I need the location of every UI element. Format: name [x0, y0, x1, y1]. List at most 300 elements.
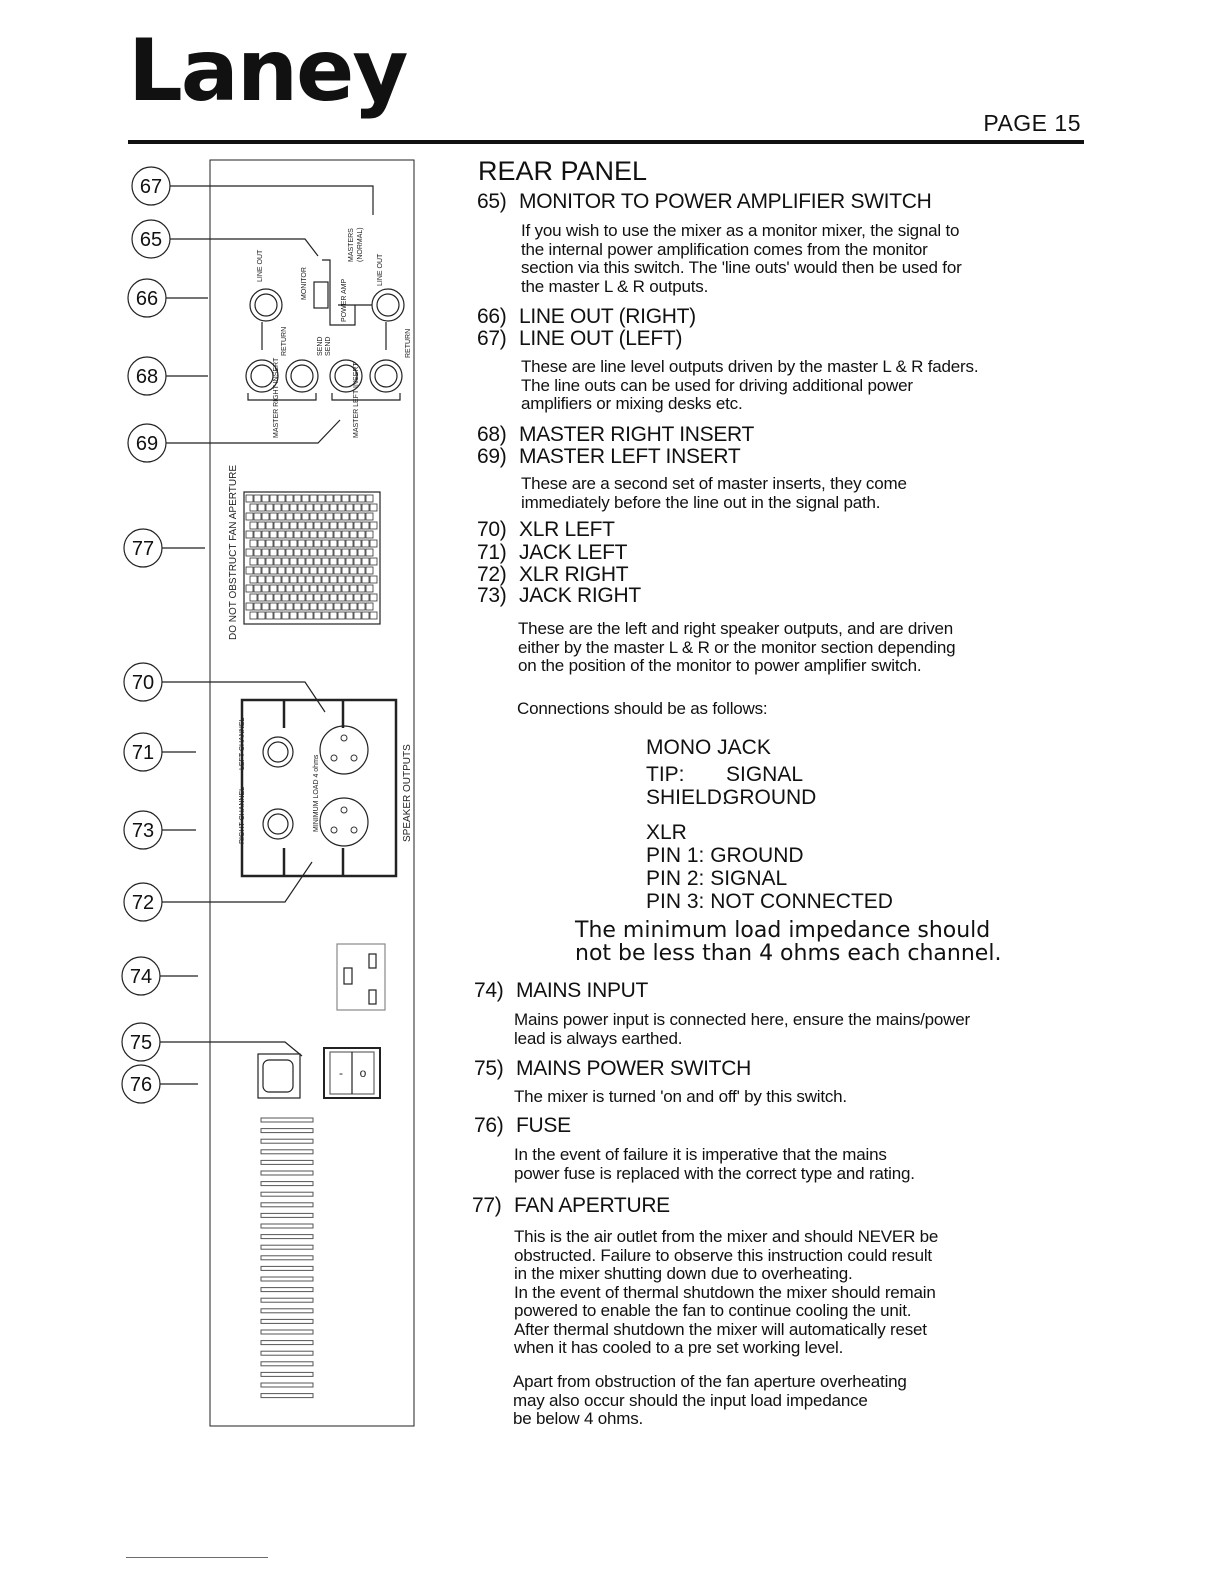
grille-cell — [350, 603, 357, 610]
vent-slot — [261, 1298, 313, 1302]
item-65-number: 65) — [477, 190, 507, 213]
grille-cell — [322, 558, 329, 565]
monitor-power-switch — [314, 282, 328, 308]
grille-cell — [318, 495, 325, 502]
pin3: PIN 3: NOT CONNECTED — [646, 890, 893, 913]
grille-cell — [338, 558, 345, 565]
callout-76-label: 76 — [129, 1074, 153, 1096]
item-69-number: 69) — [477, 445, 507, 468]
item-68-heading — [477, 423, 754, 447]
grille-cell — [302, 603, 309, 610]
item-76-title: FUSE — [516, 1114, 571, 1137]
grille-cell — [274, 522, 281, 529]
vent-slot — [261, 1150, 313, 1154]
grille-cell — [314, 558, 321, 565]
vent-slot — [261, 1362, 313, 1366]
vent-slot — [261, 1309, 313, 1313]
grille-cell — [362, 522, 369, 529]
label-left-channel: LEFT CHANNEL — [239, 717, 246, 770]
grille-cell — [278, 495, 285, 502]
grille-cell — [246, 513, 253, 520]
grille-cell — [334, 603, 341, 610]
load-warning — [575, 919, 1001, 965]
grille-cell — [266, 504, 273, 511]
item-73-text — [518, 620, 955, 676]
grille-cell — [258, 558, 265, 565]
grille-cell — [290, 522, 297, 529]
grille-cell — [318, 603, 325, 610]
vent-slots — [261, 1118, 313, 1398]
grille-cell — [266, 576, 273, 583]
item-73-heading — [477, 584, 641, 608]
item-67-heading — [477, 327, 682, 351]
grille-cell — [286, 495, 293, 502]
grille-cell — [310, 531, 317, 538]
item-66-title: LINE OUT (RIGHT) — [519, 305, 696, 328]
grille-cell — [302, 549, 309, 556]
grille-cell — [294, 531, 301, 538]
grille-cell — [246, 567, 253, 574]
grille-cell — [310, 585, 317, 592]
pin1: PIN 1: GROUND — [646, 844, 804, 867]
grille-cell — [250, 558, 257, 565]
grille-cell — [370, 576, 377, 583]
grille-cell — [370, 522, 377, 529]
grille-cell — [366, 567, 373, 574]
grille-cell — [322, 594, 329, 601]
text-line: After thermal shutdown the mixer will automatically reset — [514, 1319, 927, 1339]
grille-cell — [370, 504, 377, 511]
vent-slot — [261, 1171, 313, 1175]
grille-cell — [254, 603, 261, 610]
grille-cell — [318, 513, 325, 520]
mono-jack-title: MONO JACK — [646, 736, 771, 759]
grille-cell — [366, 531, 373, 538]
grille-cell — [254, 549, 261, 556]
grille-cell — [318, 531, 325, 538]
grille-cell — [338, 504, 345, 511]
callout-66-label: 66 — [135, 288, 159, 310]
grille-cell — [270, 531, 277, 538]
grille-cell — [354, 558, 361, 565]
grille-cell — [286, 603, 293, 610]
grille-cell — [258, 576, 265, 583]
text-line: In the event of failure it is imperative that the mains — [514, 1145, 887, 1164]
item-70-heading — [477, 518, 615, 542]
grille-cell — [362, 504, 369, 511]
grille-cell — [322, 540, 329, 547]
section-title: REAR PANEL — [478, 156, 648, 186]
grille-cell — [262, 549, 269, 556]
grille-cell — [326, 513, 333, 520]
text-line: immediately before the line out in the signal path. — [521, 492, 881, 512]
grille-cell — [366, 603, 373, 610]
vent-slot — [261, 1160, 313, 1164]
item-68-number: 68) — [477, 423, 507, 446]
grille-cell — [326, 531, 333, 538]
grille-cell — [294, 549, 301, 556]
shield-value: GROUND — [723, 786, 817, 809]
grille-cell — [342, 549, 349, 556]
grille-cell — [270, 495, 277, 502]
shield-key: SHIELD: — [646, 786, 728, 809]
item-77-heading — [472, 1194, 670, 1218]
item-71-number: 71) — [477, 541, 507, 564]
grille-cell — [274, 558, 281, 565]
grille-cell — [274, 612, 281, 619]
warning-line: not be less than 4 ohms each channel. — [575, 941, 1002, 966]
grille-cell — [334, 495, 341, 502]
grille-cell — [362, 612, 369, 619]
brand-logo: Laney — [128, 21, 407, 121]
text-line: These are the left and right speaker outputs, and are driven — [518, 619, 953, 638]
text-line: These are a second set of master inserts, they come — [521, 474, 907, 493]
pin2: PIN 2: SIGNAL — [646, 867, 788, 890]
grille-cell — [278, 567, 285, 574]
grille-cell — [290, 504, 297, 511]
grille-cell — [286, 513, 293, 520]
grille-cell — [266, 558, 273, 565]
vent-slot — [261, 1139, 313, 1143]
grille-cell — [302, 531, 309, 538]
grille-cell — [350, 513, 357, 520]
label-send-right: SEND — [325, 336, 332, 356]
callout-69-label: 69 — [135, 433, 159, 455]
grille-cell — [302, 495, 309, 502]
grille-cell — [358, 495, 365, 502]
vent-slot — [261, 1129, 313, 1133]
vent-slot — [261, 1319, 313, 1323]
grille-cell — [314, 612, 321, 619]
grille-cell — [334, 531, 341, 538]
grille-cell — [290, 576, 297, 583]
label-return-right: RETURN — [405, 328, 412, 358]
text-line: in the mixer shutting down due to overheating. — [514, 1264, 853, 1283]
item-76-text — [514, 1146, 915, 1183]
grille-cell — [306, 504, 313, 511]
grille-cell — [310, 567, 317, 574]
grille-cell — [262, 585, 269, 592]
grille-cell — [286, 549, 293, 556]
item-71-heading — [477, 541, 627, 565]
grille-cell — [278, 513, 285, 520]
grille-cell — [246, 549, 253, 556]
vent-slot — [261, 1213, 313, 1217]
grille-cell — [266, 540, 273, 547]
switch-on-mark: o — [359, 1066, 367, 1080]
callout-65-label: 65 — [139, 229, 163, 251]
item-75-number: 75) — [474, 1057, 504, 1080]
grille-cell — [358, 567, 365, 574]
callout-68-label: 68 — [135, 366, 159, 388]
grille-cell — [262, 603, 269, 610]
grille-cell — [306, 540, 313, 547]
callout-77-label: 77 — [131, 538, 155, 560]
grille-cell — [298, 576, 305, 583]
grille-cell — [326, 549, 333, 556]
grille-cell — [330, 540, 337, 547]
item-66-heading — [477, 305, 696, 329]
shield-row — [646, 786, 893, 809]
grille-cell — [314, 540, 321, 547]
grille-cell — [302, 513, 309, 520]
grille-cell — [254, 513, 261, 520]
item-74-heading — [474, 979, 648, 1003]
text-line: power fuse is replaced with the correct type and rating. — [514, 1163, 915, 1183]
page-number: PAGE 15 — [983, 110, 1081, 136]
text-line: be below 4 ohms. — [513, 1409, 644, 1428]
grille-cell — [310, 549, 317, 556]
text-line: lead is always earthed. — [514, 1028, 683, 1048]
grille-cell — [298, 612, 305, 619]
final-note — [513, 1373, 907, 1429]
fan-grille-cells — [246, 495, 377, 619]
grille-cell — [262, 567, 269, 574]
grille-cell — [286, 531, 293, 538]
vent-slot — [261, 1288, 313, 1292]
grille-cell — [250, 540, 257, 547]
grille-cell — [246, 531, 253, 538]
grille-cell — [362, 558, 369, 565]
vent-slot — [261, 1330, 313, 1334]
grille-cell — [270, 549, 277, 556]
vent-slot — [261, 1351, 313, 1355]
item-65-title: MONITOR TO POWER AMPLIFIER SWITCH — [519, 190, 932, 213]
text-line: the internal power amplification comes from the monitor — [521, 239, 928, 259]
grille-cell — [270, 585, 277, 592]
label-line-out-right: LINE OUT — [377, 253, 384, 286]
grille-cell — [350, 585, 357, 592]
grille-cell — [346, 504, 353, 511]
vent-slot — [261, 1372, 313, 1376]
grille-cell — [298, 504, 305, 511]
grille-cell — [342, 585, 349, 592]
grille-cell — [274, 576, 281, 583]
grille-cell — [258, 522, 265, 529]
item-75-text — [514, 1088, 847, 1107]
vent-slot — [261, 1224, 313, 1228]
grille-cell — [358, 531, 365, 538]
connections-block — [646, 736, 893, 913]
label-return-left: RETURN — [281, 326, 288, 356]
vent-slot — [261, 1341, 313, 1345]
item-73-title: JACK RIGHT — [519, 584, 641, 607]
grille-cell — [262, 495, 269, 502]
grille-cell — [318, 567, 325, 574]
grille-cell — [262, 531, 269, 538]
callout-67-label: 67 — [139, 176, 163, 198]
text-line: This is the air outlet from the mixer and should NEVER be — [514, 1227, 939, 1246]
text-line: the master L & R outputs. — [521, 276, 709, 296]
grille-cell — [334, 513, 341, 520]
grille-cell — [354, 522, 361, 529]
text-line: In the event of thermal shutdown the mixer should remain — [514, 1282, 936, 1302]
label-monitor: MONITOR — [301, 267, 308, 300]
grille-cell — [358, 549, 365, 556]
grille-cell — [298, 594, 305, 601]
grille-cell — [346, 576, 353, 583]
text-line: either by the master L & R or the monitor section depending — [518, 637, 956, 657]
vent-slot — [261, 1192, 313, 1196]
grille-cell — [370, 558, 377, 565]
grille-cell — [254, 495, 261, 502]
grille-cell — [370, 540, 377, 547]
vent-slot — [261, 1266, 313, 1270]
grille-cell — [294, 585, 301, 592]
item-75-heading — [474, 1057, 751, 1081]
grille-cell — [290, 594, 297, 601]
vent-slot — [261, 1118, 313, 1122]
label-line-out-left: LINE OUT — [257, 249, 264, 282]
grille-cell — [358, 585, 365, 592]
text-line: on the position of the monitor to power amplifier switch. — [518, 656, 922, 675]
label-master-right-insert: MASTER RIGHT INSERT — [273, 357, 280, 438]
grille-cell — [250, 594, 257, 601]
item-67-number: 67) — [477, 327, 507, 350]
grille-cell — [254, 567, 261, 574]
grille-cell — [334, 549, 341, 556]
grille-cell — [274, 504, 281, 511]
grille-cell — [330, 558, 337, 565]
grille-cell — [338, 540, 345, 547]
item-72-title: XLR RIGHT — [519, 563, 629, 586]
footer-line — [126, 1557, 268, 1558]
grille-cell — [306, 522, 313, 529]
grille-cell — [274, 594, 281, 601]
grille-cell — [310, 495, 317, 502]
grille-cell — [282, 594, 289, 601]
label-master-left-insert: MASTER LEFT INSERT — [353, 362, 360, 438]
grille-cell — [350, 531, 357, 538]
grille-cell — [338, 576, 345, 583]
warning-line: The minimum load impedance should — [575, 918, 991, 943]
item-77-number: 77) — [472, 1194, 502, 1217]
switch-off-mark: - — [339, 1066, 343, 1080]
text-line: powered to enable the fan to continue cooling the unit. — [514, 1301, 912, 1320]
grille-cell — [354, 612, 361, 619]
grille-cell — [366, 495, 373, 502]
item-71-title: JACK LEFT — [519, 541, 628, 564]
item-67-text — [521, 358, 978, 414]
text-line: obstructed. Failure to observe this instruction could result — [514, 1245, 932, 1265]
grille-cell — [314, 594, 321, 601]
grille-cell — [326, 585, 333, 592]
grille-cell — [342, 531, 349, 538]
callout-73-label: 73 — [131, 820, 155, 842]
grille-cell — [330, 612, 337, 619]
grille-cell — [362, 576, 369, 583]
item-75-title: MAINS POWER SWITCH — [516, 1057, 751, 1080]
grille-cell — [338, 594, 345, 601]
text-line: The mixer is turned 'on and off' by this switch. — [514, 1087, 847, 1106]
grille-cell — [366, 549, 373, 556]
grille-cell — [338, 612, 345, 619]
grille-cell — [250, 612, 257, 619]
label-right-channel: RIGHT CHANNEL — [239, 786, 246, 844]
grille-cell — [282, 558, 289, 565]
grille-cell — [354, 576, 361, 583]
grille-cell — [330, 594, 337, 601]
grille-cell — [258, 504, 265, 511]
grille-cell — [246, 603, 253, 610]
grille-cell — [286, 567, 293, 574]
item-74-title: MAINS INPUT — [516, 979, 649, 1002]
text-line: Mains power input is connected here, ensure the mains/power — [514, 1010, 970, 1029]
item-76-number: 76) — [474, 1114, 504, 1137]
item-74-text — [514, 1011, 970, 1048]
grille-cell — [346, 540, 353, 547]
grille-cell — [342, 603, 349, 610]
grille-cell — [330, 504, 337, 511]
item-66-number: 66) — [477, 305, 507, 328]
label-min-load: MINIMUM LOAD 4 ohms — [313, 754, 320, 832]
grille-cell — [322, 522, 329, 529]
grille-cell — [370, 612, 377, 619]
grille-cell — [350, 567, 357, 574]
grille-cell — [362, 540, 369, 547]
grille-cell — [254, 531, 261, 538]
tip-key: TIP: — [646, 763, 685, 786]
vent-slot — [261, 1245, 313, 1249]
callout-71-label: 71 — [131, 742, 155, 764]
grille-cell — [318, 549, 325, 556]
tip-value: SIGNAL — [726, 763, 804, 786]
grille-cell — [250, 522, 257, 529]
vent-slot — [261, 1256, 313, 1260]
grille-cell — [370, 594, 377, 601]
grille-cell — [294, 495, 301, 502]
vent-slot — [261, 1182, 313, 1186]
text-line: The line outs can be used for driving additional power — [521, 375, 913, 395]
grille-cell — [306, 558, 313, 565]
grille-cell — [354, 540, 361, 547]
label-speaker-outputs: SPEAKER OUTPUTS — [402, 744, 413, 842]
grille-cell — [318, 585, 325, 592]
grille-cell — [326, 495, 333, 502]
grille-cell — [270, 567, 277, 574]
grille-cell — [258, 540, 265, 547]
grille-cell — [306, 576, 313, 583]
grille-cell — [326, 603, 333, 610]
grille-cell — [346, 612, 353, 619]
callout-72-label: 72 — [131, 892, 155, 914]
item-68-title: MASTER RIGHT INSERT — [519, 423, 755, 446]
text-line: section via this switch. The 'line outs' would then be used for — [521, 258, 962, 277]
item-69-text — [521, 475, 907, 512]
rear-panel-diagram — [110, 150, 440, 1440]
grille-cell — [294, 567, 301, 574]
label-power-amp: POWER AMP — [341, 278, 348, 322]
grille-cell — [298, 558, 305, 565]
grille-cell — [290, 612, 297, 619]
grille-cell — [346, 558, 353, 565]
grille-cell — [282, 612, 289, 619]
grille-cell — [270, 513, 277, 520]
grille-cell — [282, 504, 289, 511]
item-65-text — [521, 222, 962, 296]
grille-cell — [258, 612, 265, 619]
grille-cell — [290, 540, 297, 547]
vent-slot — [261, 1203, 313, 1207]
item-76-heading — [474, 1114, 571, 1138]
grille-cell — [278, 531, 285, 538]
grille-cell — [270, 603, 277, 610]
item-70-number: 70) — [477, 518, 507, 541]
grille-cell — [322, 576, 329, 583]
item-67-title: LINE OUT (LEFT) — [519, 327, 683, 350]
grille-cell — [366, 585, 373, 592]
grille-cell — [250, 504, 257, 511]
